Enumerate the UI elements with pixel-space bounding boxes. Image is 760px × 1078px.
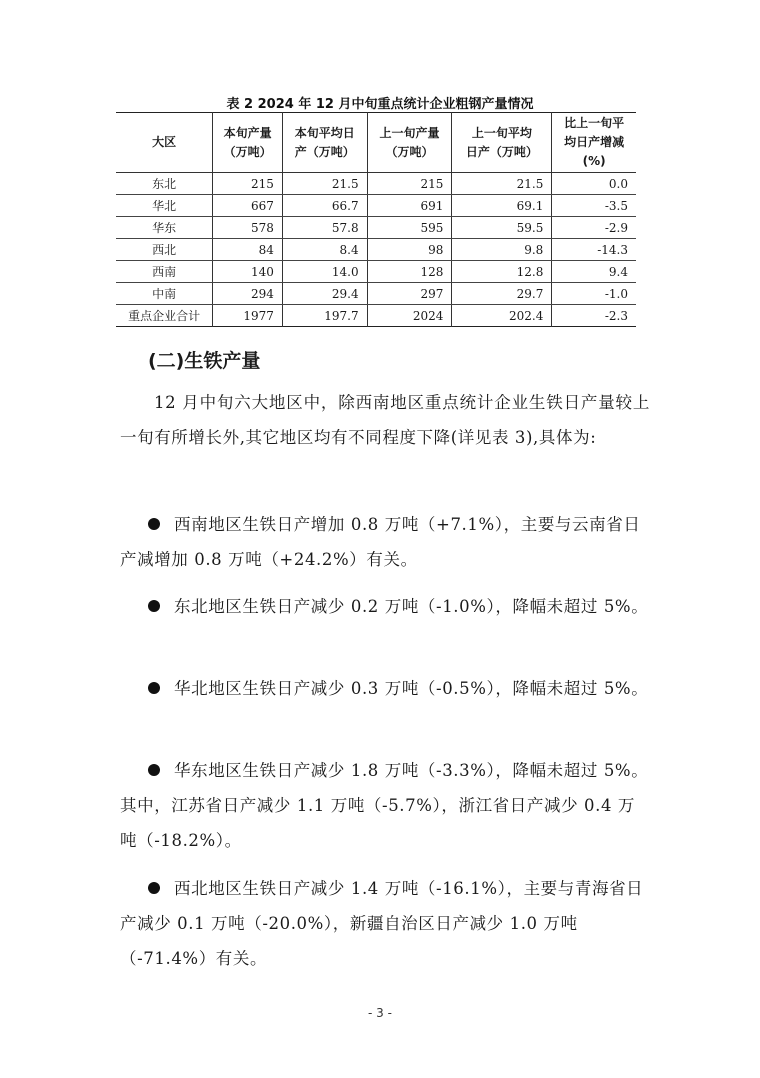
column-header-line: （万吨） [223,144,272,159]
value-cell: 57.8 [282,217,367,239]
bullet-item [120,671,650,706]
value-cell: 8.4 [282,239,367,261]
value-cell: 84 [213,239,283,261]
table-body [116,173,636,327]
column-header [116,113,213,173]
column-header-line: 大区 [152,135,177,149]
column-header [552,113,636,173]
value-cell: 0.0 [552,173,636,195]
table-row [116,261,636,283]
table-header-row [116,113,636,173]
bullet-icon [148,518,160,530]
column-header-line: 本旬平均日 [294,125,355,140]
column-header [282,113,367,173]
value-cell: 294 [213,283,283,305]
region-cell: 重点企业合计 [128,309,201,323]
section-heading: (二)生铁产量 [148,350,261,372]
crude-steel-output-table [116,112,636,327]
bullet-text: 东北地区生铁日产减少 0.2 万吨（-1.0%），降幅未超过 5%。 [174,597,649,616]
value-cell: 1977 [213,305,283,327]
value-cell: 297 [367,283,452,305]
column-header-line: 比上一旬平 [564,116,625,130]
region-cell: 中南 [116,283,213,305]
value-cell: 29.7 [452,283,552,305]
table-row [116,239,636,261]
bullet-icon [148,882,160,894]
bullet-text: 华东地区生铁日产减少 1.8 万吨（-3.3%），降幅未超过 5%。其中，江苏省日产减少 1.1 万吨（-5.7%），浙江省日产减少 0.4 万吨（-18.2%）。 [120,761,649,850]
column-header [452,113,552,173]
value-cell: 69.1 [452,195,552,217]
bullet-icon [148,600,160,612]
value-cell: 21.5 [452,173,552,195]
bullet-text: 西南地区生铁日产增加 0.8 万吨（+7.1%），主要与云南省日产减增加 0.8 万吨（+24.2%）有关。 [120,515,641,569]
column-header [367,113,452,173]
column-header-line: 产（万吨） [294,144,355,159]
value-cell: -2.9 [552,217,636,239]
intro-text: 12 月中旬六大地区中，除西南地区重点统计企业生铁日产量较上一旬有所增长外,其它地区均有不同程度下降(详见表 3),具体为: [120,393,650,447]
bullet-item [120,871,650,976]
value-cell: 691 [367,195,452,217]
bullet-item [120,507,650,577]
column-header [213,113,283,173]
value-cell: 140 [213,261,283,283]
column-header-line: 上一旬产量 [379,125,440,140]
bullet-item [120,753,650,858]
value-cell: 9.4 [552,261,636,283]
bullet-text: 西北地区生铁日产减少 1.4 万吨（-16.1%），主要与青海省日产减少 0.1 万吨（-20.0%），新疆自治区日产减少 1.0 万吨（-71.4%）有关。 [120,879,644,968]
region-cell: 华东 [116,217,213,239]
value-cell: 197.7 [282,305,367,327]
column-header-line: (%) [582,154,606,168]
table-row [116,305,636,327]
region-cell: 西北 [116,239,213,261]
value-cell: 202.4 [452,305,552,327]
value-cell: 21.5 [282,173,367,195]
value-cell: 215 [213,173,283,195]
value-cell: 128 [367,261,452,283]
intro-paragraph [120,385,650,455]
value-cell: -1.0 [552,283,636,305]
value-cell: -3.5 [552,195,636,217]
value-cell: -14.3 [552,239,636,261]
column-header-line: 均日产增减 [564,135,625,149]
value-cell: 98 [367,239,452,261]
region-cell: 华北 [116,195,213,217]
page-number: - 3 - [368,1006,392,1020]
value-cell: 595 [367,217,452,239]
table-row [116,283,636,305]
table-row [116,217,636,239]
column-header-line: 日产（万吨） [465,144,538,159]
value-cell: 66.7 [282,195,367,217]
bullet-icon [148,682,160,694]
column-header-line: 本旬产量 [223,125,272,140]
region-cell: 西南 [116,261,213,283]
table-row [116,173,636,195]
value-cell: -2.3 [552,305,636,327]
value-cell: 667 [213,195,283,217]
column-header-line: 上一旬平均 [471,125,532,140]
value-cell: 12.8 [452,261,552,283]
column-header-line: （万吨） [385,144,434,159]
value-cell: 215 [367,173,452,195]
bullet-item [120,589,650,624]
value-cell: 14.0 [282,261,367,283]
table-row [116,195,636,217]
table-caption: 表 2 2024 年 12 月中旬重点统计企业粗钢产量情况 [226,97,534,112]
region-cell: 东北 [116,173,213,195]
value-cell: 578 [213,217,283,239]
value-cell: 29.4 [282,283,367,305]
value-cell: 9.8 [452,239,552,261]
bullet-text: 华北地区生铁日产减少 0.3 万吨（-0.5%），降幅未超过 5%。 [174,679,649,698]
value-cell: 2024 [367,305,452,327]
bullet-icon [148,764,160,776]
value-cell: 59.5 [452,217,552,239]
